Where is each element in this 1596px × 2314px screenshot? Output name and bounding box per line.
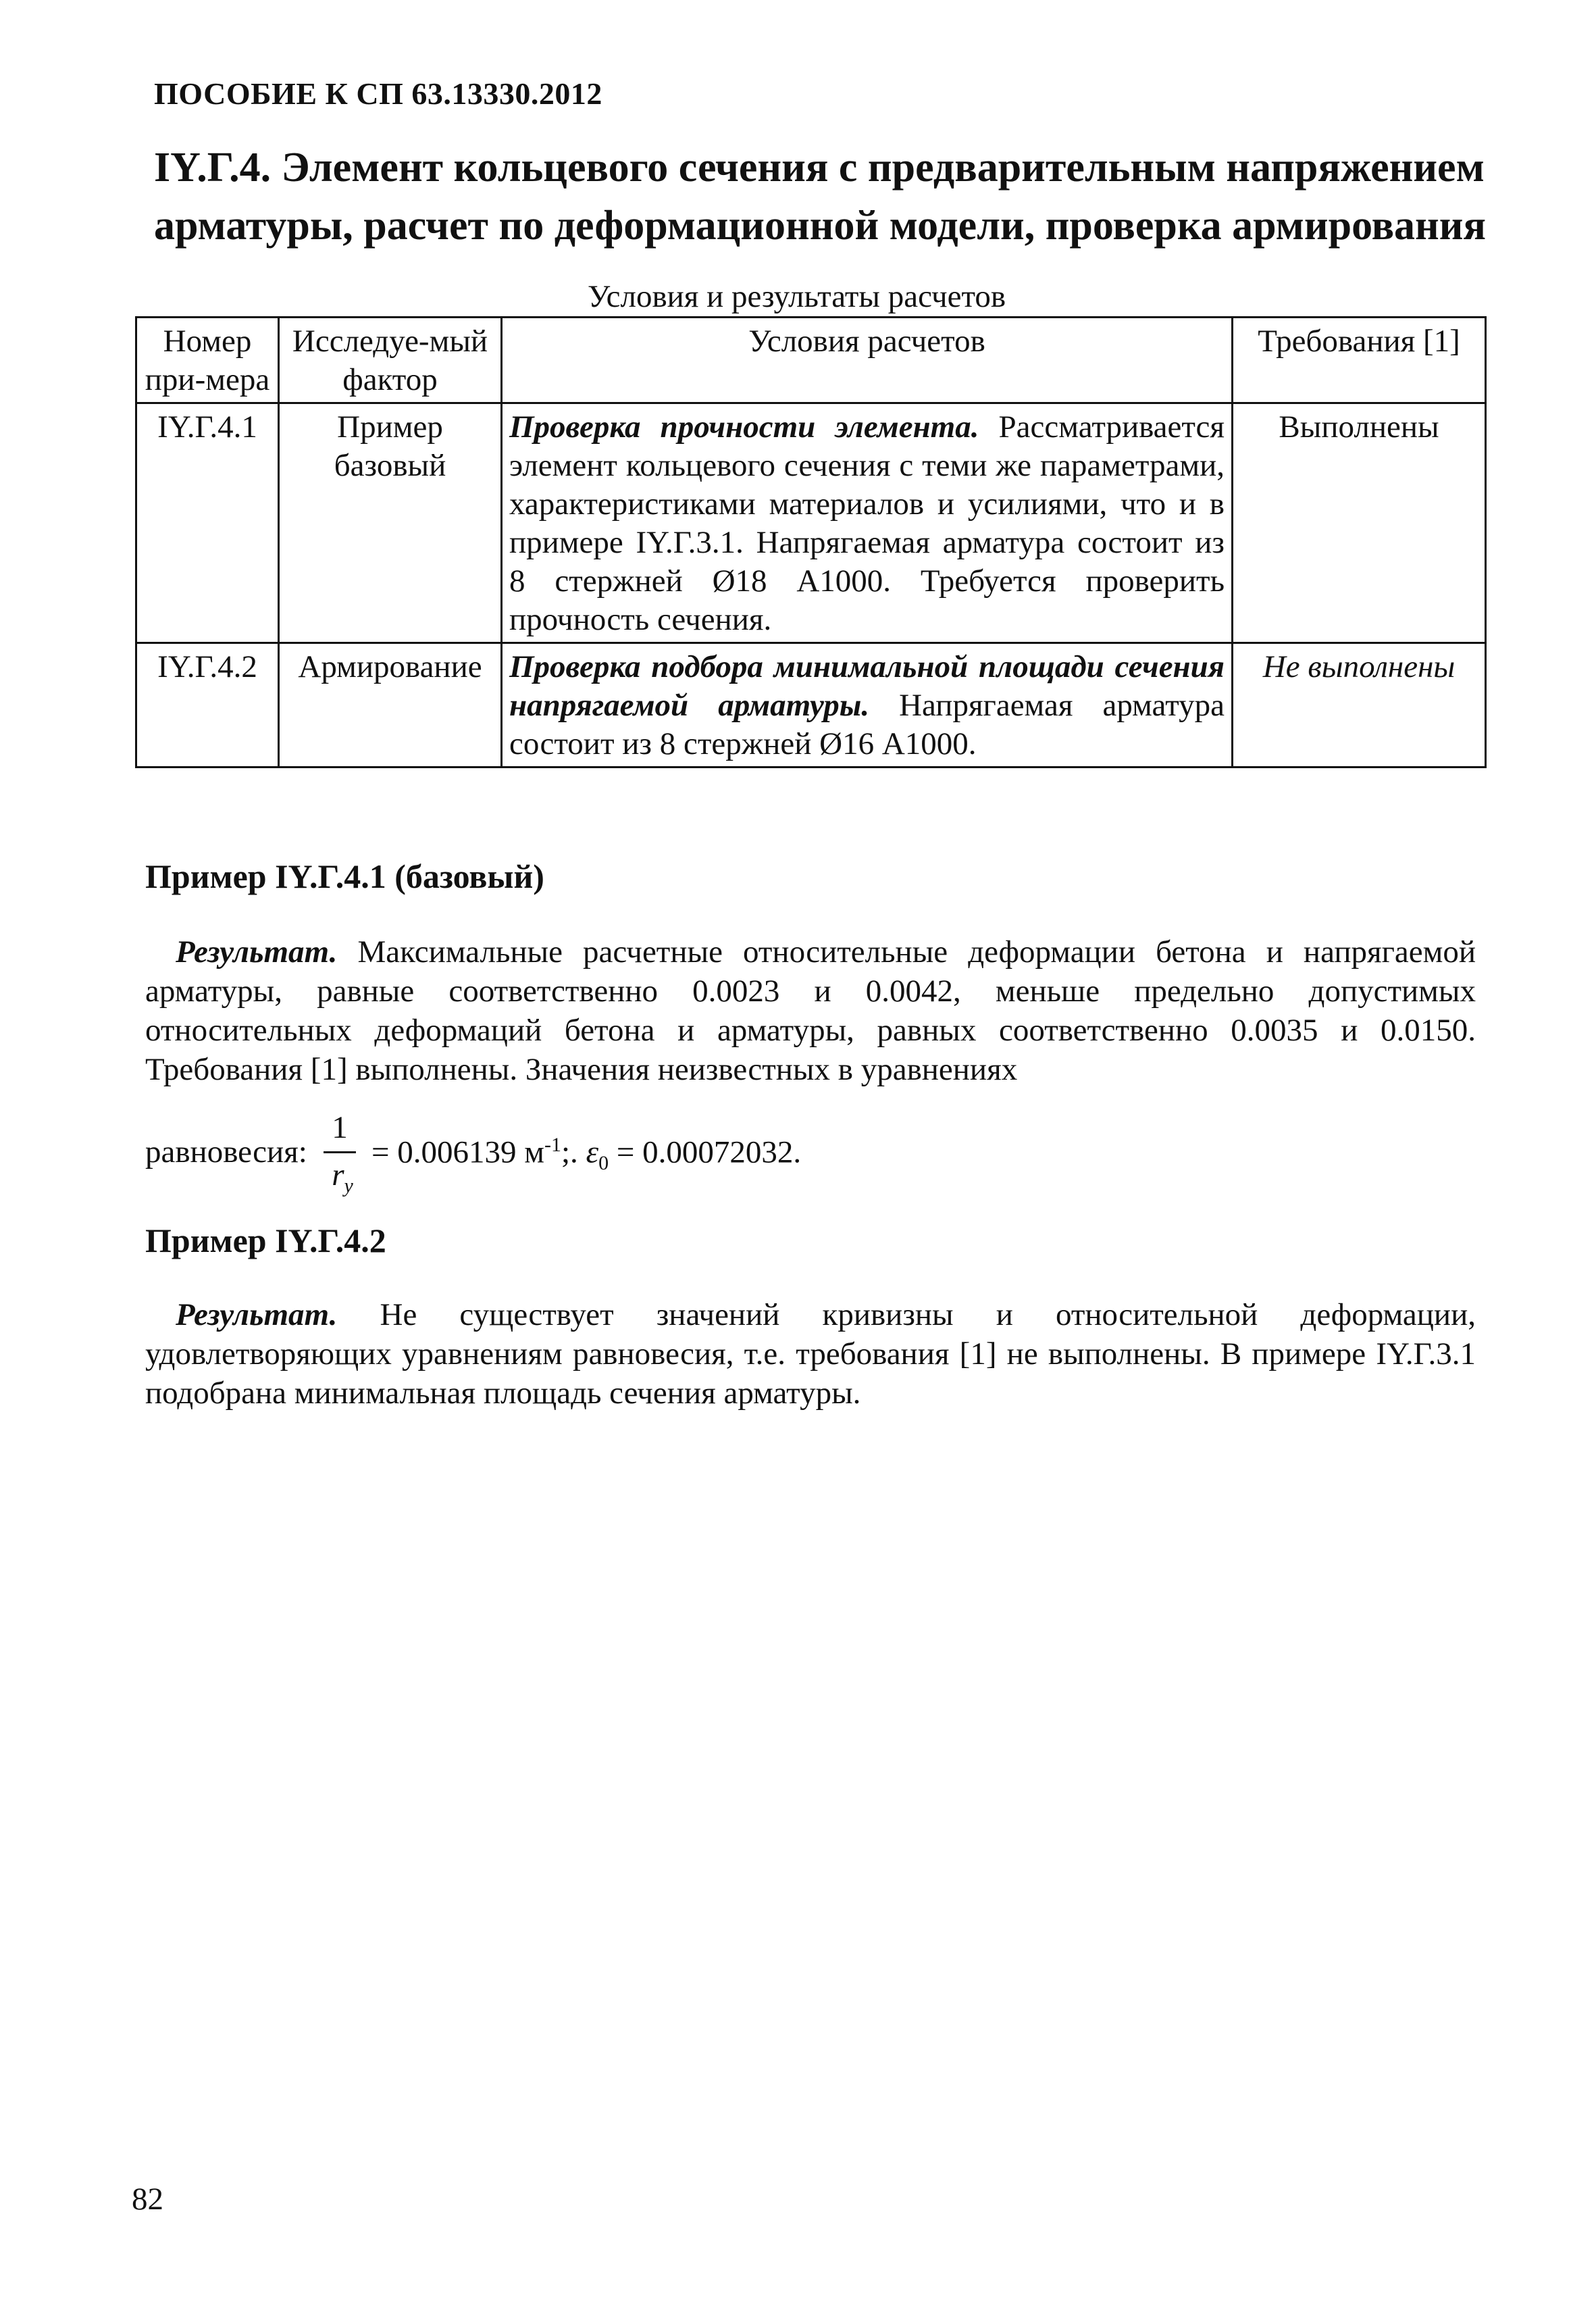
- table-row: [136, 643, 1486, 768]
- row-conditions: [502, 643, 1233, 768]
- section-title-line-1: IY.Г.4. Элемент кольцевого сечения с предварительным напряжением: [154, 145, 1485, 191]
- example-1-result: [145, 932, 1476, 1089]
- header-conditions: Условия расчетов: [502, 318, 1233, 403]
- denominator-subscript: y: [344, 1174, 353, 1197]
- row-factor: Армирование: [279, 643, 502, 768]
- example-2-title: Пример IY.Г.4.2: [145, 1222, 386, 1259]
- strain-value: = 0.00072032.: [609, 1134, 802, 1170]
- fraction-numerator: 1: [332, 1110, 348, 1145]
- formula-prefix: равновесия:: [145, 1134, 307, 1169]
- example-2-result: [145, 1295, 1476, 1413]
- row-number: IY.Г.4.1: [136, 403, 279, 643]
- row-conditions: [502, 403, 1233, 643]
- row-requirements: Выполнены: [1233, 403, 1486, 643]
- running-head: ПОСОБИЕ К СП 63.13330.2012: [154, 76, 602, 111]
- conditions-lead: Проверка прочности элемента.: [509, 409, 979, 445]
- fraction-denominator: [322, 1157, 363, 1197]
- row-requirements: Не выполнены: [1233, 643, 1486, 768]
- conditions-lead: Проверка подбора минимальной площади сечения напрягаемой арматуры.: [509, 649, 1225, 723]
- example-1-title: Пример IY.Г.4.1 (базовый): [145, 857, 544, 895]
- epsilon-subscript: 0: [598, 1152, 609, 1175]
- table-row: [136, 403, 1486, 643]
- row-factor: Пример базовый: [279, 403, 502, 643]
- unit-exponent: -1: [544, 1134, 561, 1156]
- equilibrium-formula: [145, 1109, 1158, 1197]
- fraction-bar: [324, 1151, 356, 1153]
- table-caption: Условия и результаты расчетов: [588, 279, 1006, 314]
- row-number: IY.Г.4.2: [136, 643, 279, 768]
- result-label: Результат.: [176, 934, 338, 970]
- result-text: Максимальные расчетные относительные деформации бетона и напрягаемой арматуры, равные соответственно 0.0023 и 0.0042, меньше предельно допустимых относительных деформаций бетона и арматуры, равных соответственно 0.0035 и 0.0150. Требования [1] выполнены. Значения неизвестных в уравнениях: [145, 934, 1476, 1087]
- conditions-text: Напрягаемая арматура состоит из 8 стержней Ø16 А1000.: [509, 688, 1225, 761]
- epsilon-symbol: ε: [586, 1134, 599, 1170]
- page-number: 82: [132, 2182, 163, 2217]
- section-title: [154, 139, 1505, 255]
- results-table: [135, 316, 1487, 768]
- denominator-symbol: r: [332, 1157, 344, 1192]
- conditions-text: Рассматривается элемент кольцевого сечения с теми же параметрами, характеристиками материалов и усилиями, что и в примере IY.Г.3.1. Напрягаемая арматура состоит из 8 стержней Ø18 А1000. Требуется проверить прочность сечения.: [509, 409, 1225, 637]
- curvature-value: = 0.006139 м: [371, 1134, 544, 1170]
- formula-separator: ;.: [561, 1134, 586, 1170]
- header-factor: Исследуе-мый фактор: [279, 318, 502, 403]
- result-text: Не существует значений кривизны и относительной деформации, удовлетворяющих уравнениям равновесия, т.е. требования [1] не выполнены. В примере IY.Г.3.1 подобрана минимальная площадь сечения арматуры.: [145, 1297, 1476, 1411]
- result-label: Результат.: [176, 1297, 338, 1332]
- section-title-line-2: арматуры, расчет по деформационной модели, проверка армирования: [154, 203, 1487, 249]
- header-requirements: Требования [1]: [1233, 318, 1486, 403]
- formula-rhs: [371, 1134, 801, 1175]
- table-header-row: [136, 318, 1486, 403]
- header-example-number: Номер при-мера: [136, 318, 279, 403]
